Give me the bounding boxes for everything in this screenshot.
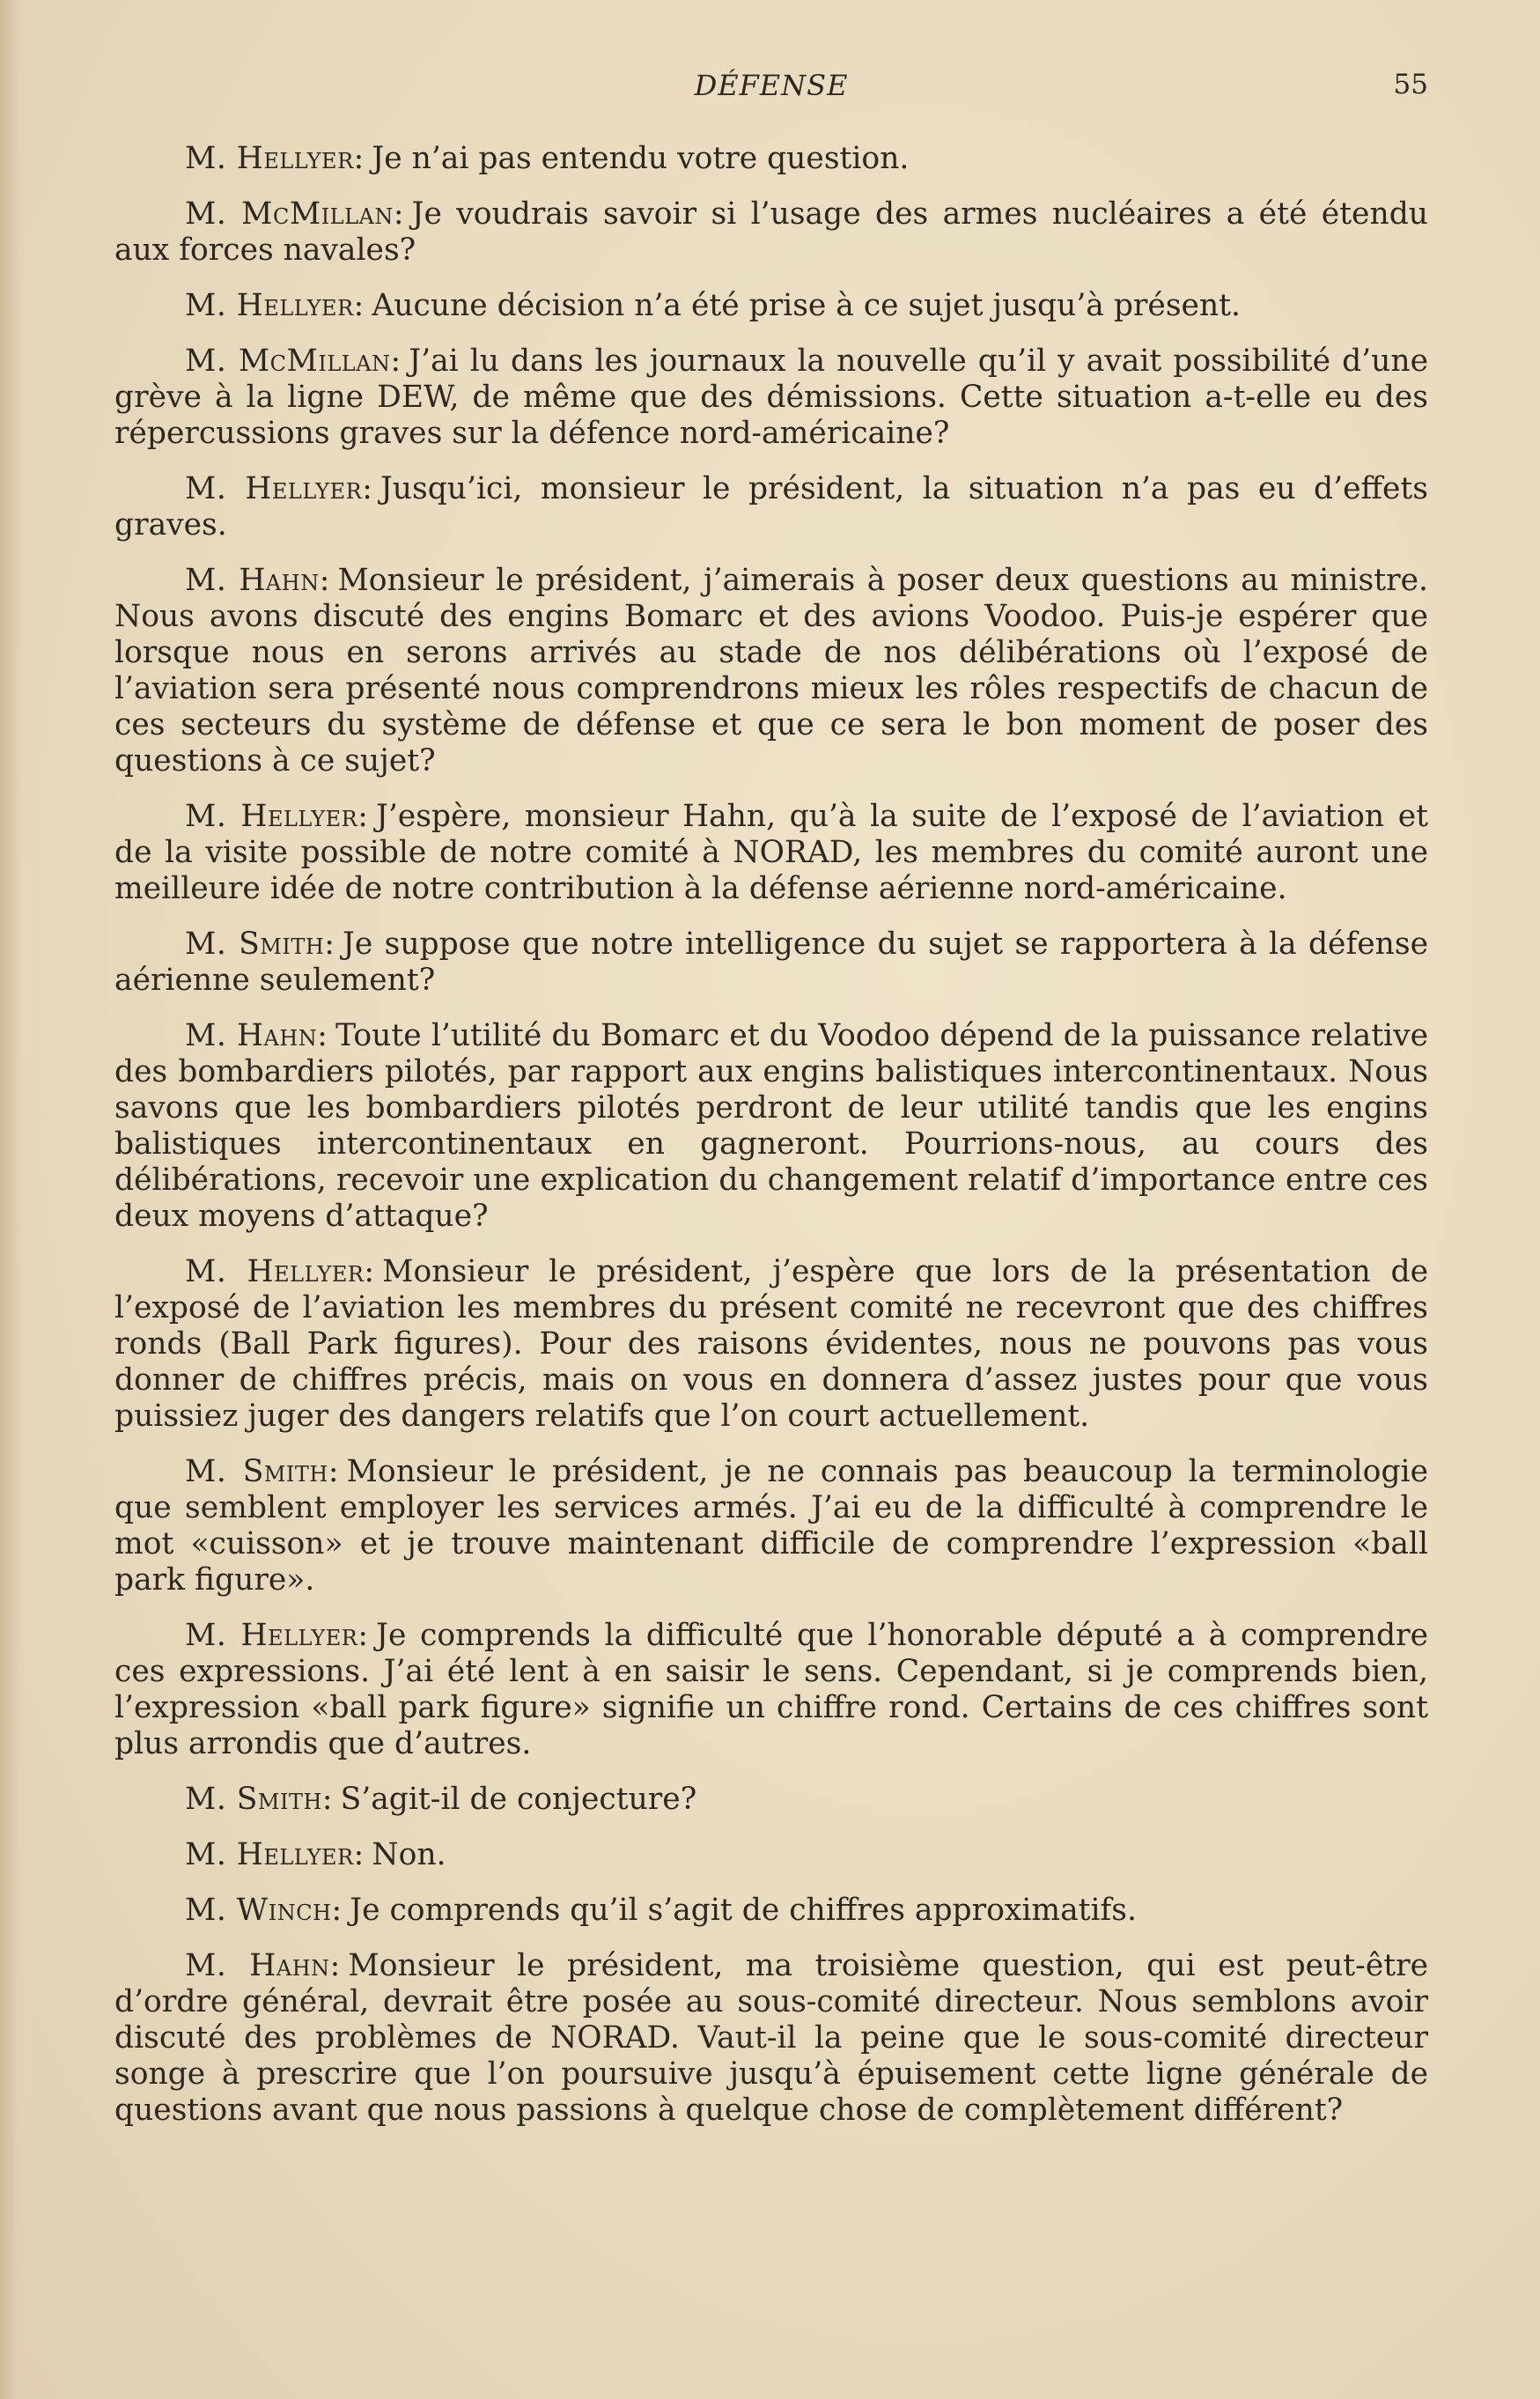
transcript-paragraph bbox=[114, 1018, 1428, 1235]
speech-text: J’espère, monsieur Hahn, qu’à la suite de l’exposé de l’aviation et de la visite possible de notre comité à NORAD, les membres du comité auront une meilleure idée de notre contribution à la défense aérienne nord-américaine. bbox=[114, 799, 1428, 906]
speech-text: Je comprends qu’il s’agit de chiffres approximatifs. bbox=[350, 1893, 1137, 1928]
transcript-paragraph bbox=[114, 288, 1428, 324]
speaker-name: M. Hahn: bbox=[185, 1948, 341, 1983]
transcript-paragraph bbox=[114, 141, 1428, 177]
speech-text: Je voudrais savoir si l’usage des armes nucléaires a été étendu aux forces navales? bbox=[114, 196, 1428, 268]
speech-text: Monsieur le président, je ne connais pas beaucoup la terminologie que semblent employer les services armés. J’ai eu de la difficulté à comprendre le mot «cuisson» et je trouve maintenant difficile de comprendre l’expression «ball park figure». bbox=[114, 1454, 1428, 1598]
speaker-name: M. Hellyer: bbox=[185, 288, 365, 323]
speaker-name: M. Hellyer: bbox=[185, 1837, 365, 1872]
transcript-body bbox=[114, 141, 1428, 2148]
speaker-name: M. Smith: bbox=[185, 926, 335, 962]
speaker-name: M. Winch: bbox=[185, 1893, 343, 1928]
transcript-paragraph bbox=[114, 1837, 1428, 1873]
transcript-paragraph bbox=[114, 1618, 1428, 1762]
transcript-paragraph bbox=[114, 799, 1428, 907]
speaker-name: M. Hellyer: bbox=[185, 1618, 369, 1653]
speech-text: Monsieur le président, j’espère que lors de la présentation de l’exposé de l’aviation les membres du présent comité ne recevront que des chiffres ronds (Ball Park figures). Pour des raisons évidentes, nous ne pouvons pas vous donner de chiffres précis, mais on vous en donnera d’assez justes pour que vous puissiez juger des dangers relatifs que l’on court actuellement. bbox=[114, 1254, 1428, 1434]
transcript-paragraph bbox=[114, 471, 1428, 543]
speaker-name: M. Hahn: bbox=[185, 563, 330, 598]
speaker-name: M. Smith: bbox=[185, 1454, 339, 1489]
speaker-name: M. Hellyer: bbox=[185, 1254, 375, 1289]
speech-text: Non. bbox=[372, 1837, 446, 1872]
speech-text: Je comprends la difficulté que l’honorable député a à comprendre ces expressions. J’ai été lent à en saisir le sens. Cependant, si je comprends bien, l’expression «ball park figure» signifie un chiffre rond. Certains de ces chiffres sont plus arrondis que d’autres. bbox=[114, 1618, 1428, 1761]
speech-text: Toute l’utilité du Bomarc et du Voodoo dépend de la puissance relative des bombardiers pilotés, par rapport aux engins balistiques intercontinentaux. Nous savons que les bombardiers pilotés perdront de leur utilité tandis que les engins balistiques intercontinentaux en gagneront. Pourrions-nous, au cours des délibérations, recevoir une explication du changement relatif d’importance entre ces deux moyens d’attaque? bbox=[114, 1018, 1429, 1234]
transcript-paragraph bbox=[114, 196, 1428, 269]
transcript-paragraph bbox=[114, 343, 1428, 452]
speech-text: Monsieur le président, ma troisième question, qui est peut-être d’ordre général, devrait être posée au sous-comité directeur. Nous semblons avoir discuté des problèmes de NORAD. Vaut-il la peine que le sous-comité directeur songe à prescrire que l’on poursuive jusqu’à épuisement cette ligne générale de questions avant que nous passions à quelque chose de complètement différent? bbox=[114, 1948, 1429, 2128]
speech-text: Monsieur le président, j’aimerais à poser deux questions au ministre. Nous avons discuté des engins Bomarc et des avions Voodoo. Puis-je espérer que lorsque nous en serons arrivés au stade de nos délibérations où l’exposé de l’aviation sera présenté nous comprendrons mieux les rôles respectifs de chacun de ces secteurs du système de défense et que ce sera le bon moment de poser des questions à ce sujet? bbox=[114, 563, 1428, 779]
transcript-paragraph bbox=[114, 926, 1428, 999]
transcript-paragraph bbox=[114, 1454, 1428, 1598]
page-number: 55 bbox=[1393, 69, 1428, 100]
transcript-paragraph bbox=[114, 1254, 1428, 1435]
speaker-name: M. Hahn: bbox=[185, 1018, 328, 1053]
speech-text: Je n’ai pas entendu votre question. bbox=[372, 141, 910, 176]
page-header bbox=[114, 69, 1428, 113]
speaker-name: M. McMillan: bbox=[185, 343, 402, 379]
speaker-name: M. Hellyer: bbox=[185, 471, 373, 506]
transcript-paragraph bbox=[114, 1893, 1428, 1929]
speech-text: Jusqu’ici, monsieur le président, la situation n’a pas eu d’effets graves. bbox=[114, 471, 1428, 543]
speaker-name: M. Hellyer: bbox=[185, 141, 365, 176]
transcript-paragraph bbox=[114, 563, 1428, 779]
speech-text: Je suppose que notre intelligence du sujet se rapportera à la défense aérienne seulement? bbox=[114, 926, 1428, 998]
speech-text: S’agit-il de conjecture? bbox=[340, 1782, 697, 1817]
running-title: DÉFENSE bbox=[694, 69, 849, 102]
speaker-name: M. Smith: bbox=[185, 1782, 334, 1817]
speaker-name: M. Hellyer: bbox=[185, 799, 369, 834]
speech-text: Aucune décision n’a été prise à ce sujet jusqu’à présent. bbox=[372, 288, 1242, 323]
speaker-name: M. McMillan: bbox=[185, 196, 405, 232]
transcript-paragraph bbox=[114, 1782, 1428, 1818]
binding-gutter bbox=[0, 0, 23, 2399]
transcript-paragraph bbox=[114, 1948, 1428, 2129]
speech-text: J’ai lu dans les journaux la nouvelle qu’il y avait possibilité d’une grève à la ligne DEW, de même que des démissions. Cette situation a-t-elle eu des répercussions graves sur la défence nord-américaine? bbox=[114, 343, 1428, 451]
